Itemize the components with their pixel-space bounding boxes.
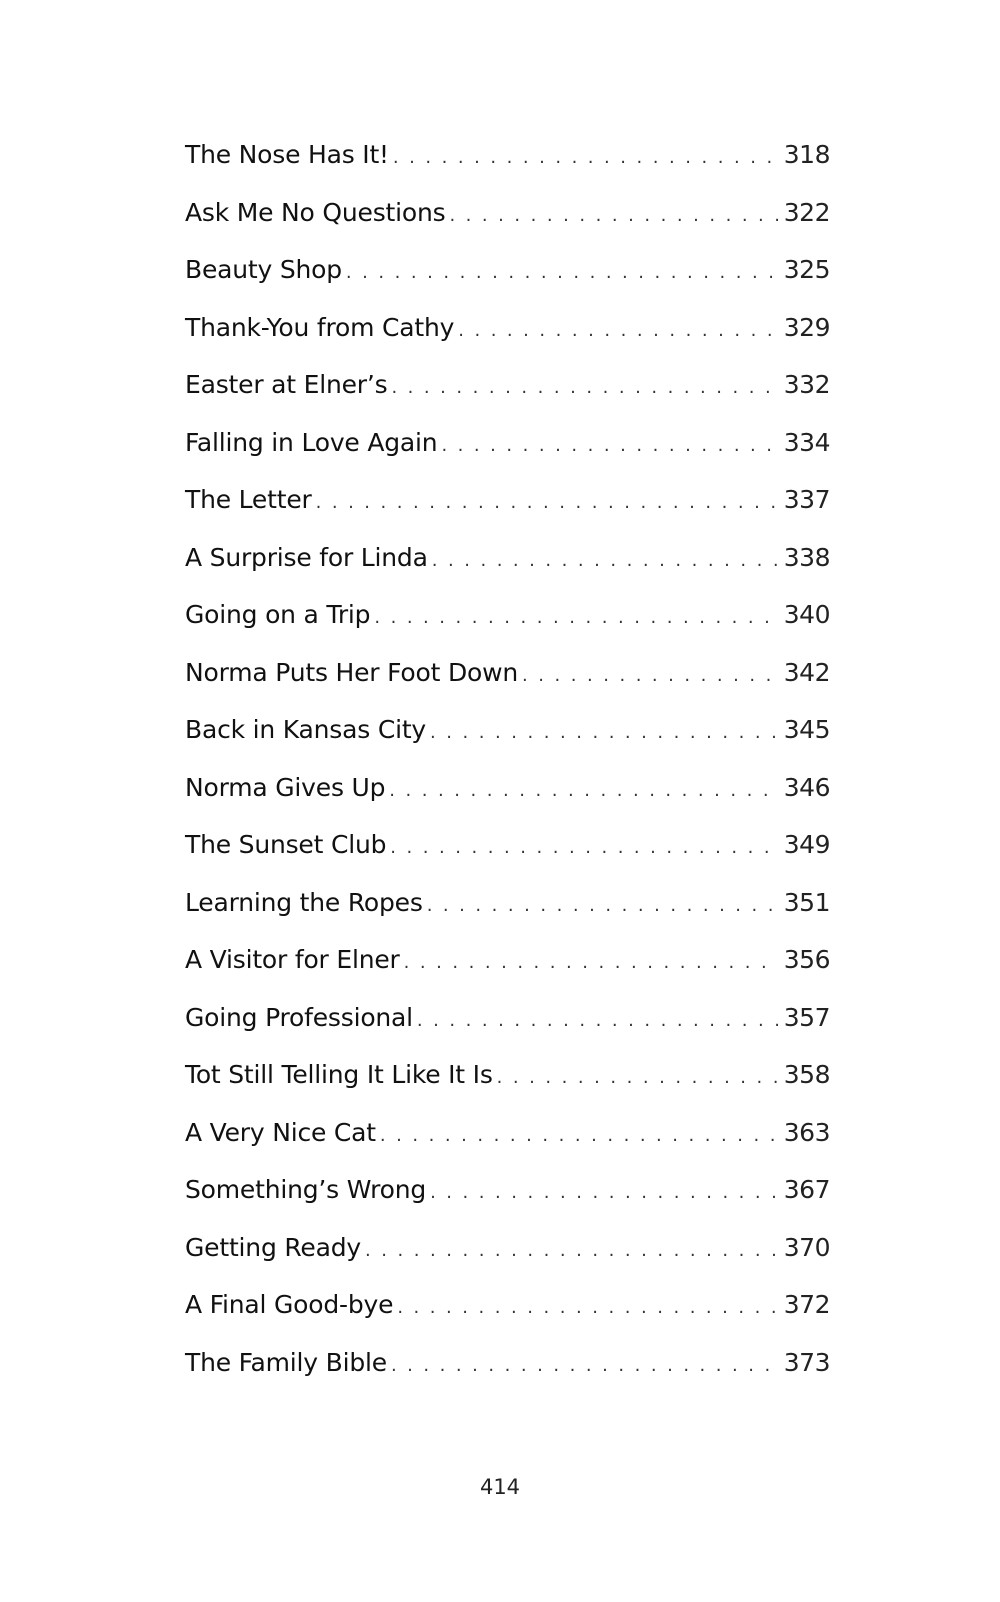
dot-leader (389, 776, 777, 806)
entry-title: Back in Kansas City (185, 715, 427, 744)
entry-title: The Sunset Club (185, 830, 387, 859)
dot-leader (380, 1121, 778, 1151)
dot-leader (522, 661, 778, 691)
entry-page-number: 370 (783, 1232, 830, 1262)
entry-page-number: 334 (783, 427, 830, 457)
entry-title: Getting Ready (185, 1232, 361, 1262)
entry-title: Easter at Elner’s (185, 370, 388, 399)
entry-title: A Final Good-bye (185, 1290, 394, 1319)
dot-leader (316, 488, 778, 518)
dot-leader (430, 1178, 778, 1208)
dot-leader (393, 143, 778, 173)
dot-leader (391, 1351, 778, 1381)
toc-entry[interactable] (185, 313, 830, 371)
page-number: 414 (479, 1475, 521, 1499)
entry-title: Beauty Shop (185, 255, 342, 284)
entry-page-number: 367 (783, 1175, 830, 1204)
entry-page-number: 363 (783, 1117, 830, 1147)
entry-page-number: 325 (783, 255, 830, 284)
entry-title: Going Professional (185, 1002, 413, 1032)
toc-entry[interactable] (185, 945, 830, 1003)
toc-entry[interactable] (185, 1060, 830, 1118)
entry-page-number: 318 (783, 140, 830, 169)
dot-leader (458, 316, 778, 346)
toc-entry[interactable] (185, 370, 830, 428)
entry-title: A Visitor for Elner (185, 945, 400, 974)
entry-page-number: 342 (783, 657, 830, 687)
toc-entry[interactable] (185, 715, 830, 773)
toc-entry[interactable] (185, 658, 830, 716)
entry-title: The Nose Has It! (185, 140, 389, 169)
entry-title: Going on a Trip (185, 600, 371, 629)
entry-title: Falling in Love Again (185, 427, 438, 457)
entry-title: Norma Gives Up (185, 772, 386, 802)
dot-leader (374, 603, 777, 633)
toc-entry[interactable] (185, 428, 830, 486)
toc-entry[interactable] (185, 1118, 830, 1176)
entry-page-number: 345 (783, 715, 830, 744)
entry-title: The Family Bible (185, 1347, 387, 1377)
entry-title: The Letter (185, 485, 312, 514)
dot-leader (404, 948, 778, 978)
entry-page-number: 351 (783, 887, 830, 917)
dot-leader (430, 718, 778, 748)
entry-page-number: 329 (783, 312, 830, 342)
entry-title: Something’s Wrong (185, 1175, 427, 1204)
dot-leader (397, 1293, 777, 1323)
dot-leader (432, 546, 778, 576)
dot-leader (346, 258, 778, 288)
toc-entry[interactable] (185, 543, 830, 601)
toc-entry[interactable] (185, 255, 830, 313)
toc-entry[interactable] (185, 600, 830, 658)
dot-leader (441, 431, 777, 461)
entry-page-number: 372 (783, 1290, 830, 1319)
toc-entry[interactable] (185, 485, 830, 543)
toc-entry[interactable] (185, 198, 830, 256)
entry-title: Norma Puts Her Foot Down (185, 657, 518, 687)
entry-title: A Surprise for Linda (185, 542, 428, 572)
table-of-contents (185, 140, 830, 1405)
entry-page-number: 340 (783, 600, 830, 629)
entry-title: A Very Nice Cat (185, 1117, 376, 1147)
dot-leader (365, 1236, 778, 1266)
entry-page-number: 346 (783, 772, 830, 802)
toc-entry[interactable] (185, 830, 830, 888)
dot-leader (390, 833, 778, 863)
entry-page-number: 322 (783, 197, 830, 227)
entry-page-number: 332 (783, 370, 830, 399)
entry-title: Thank-You from Cathy (185, 312, 455, 342)
toc-entry[interactable] (185, 1003, 830, 1061)
entry-page-number: 356 (783, 945, 830, 974)
dot-leader (449, 201, 777, 231)
toc-entry[interactable] (185, 1175, 830, 1233)
entry-title: Ask Me No Questions (185, 197, 446, 227)
entry-page-number: 358 (783, 1060, 830, 1089)
dot-leader (391, 373, 777, 403)
toc-entry[interactable] (185, 1348, 830, 1406)
entry-page-number: 349 (783, 830, 830, 859)
dot-leader (427, 891, 778, 921)
entry-title: Tot Still Telling It Like It Is (185, 1060, 493, 1089)
toc-entry[interactable] (185, 1290, 830, 1348)
entry-page-number: 373 (783, 1347, 830, 1377)
entry-page-number: 338 (783, 542, 830, 572)
toc-entry[interactable] (185, 773, 830, 831)
entry-page-number: 337 (783, 485, 830, 514)
entry-title: Learning the Ropes (185, 887, 423, 917)
dot-leader (497, 1063, 778, 1093)
toc-entry[interactable] (185, 1233, 830, 1291)
dot-leader (417, 1006, 778, 1036)
toc-entry[interactable] (185, 888, 830, 946)
entry-page-number: 357 (783, 1002, 830, 1032)
toc-entry[interactable] (185, 140, 830, 198)
